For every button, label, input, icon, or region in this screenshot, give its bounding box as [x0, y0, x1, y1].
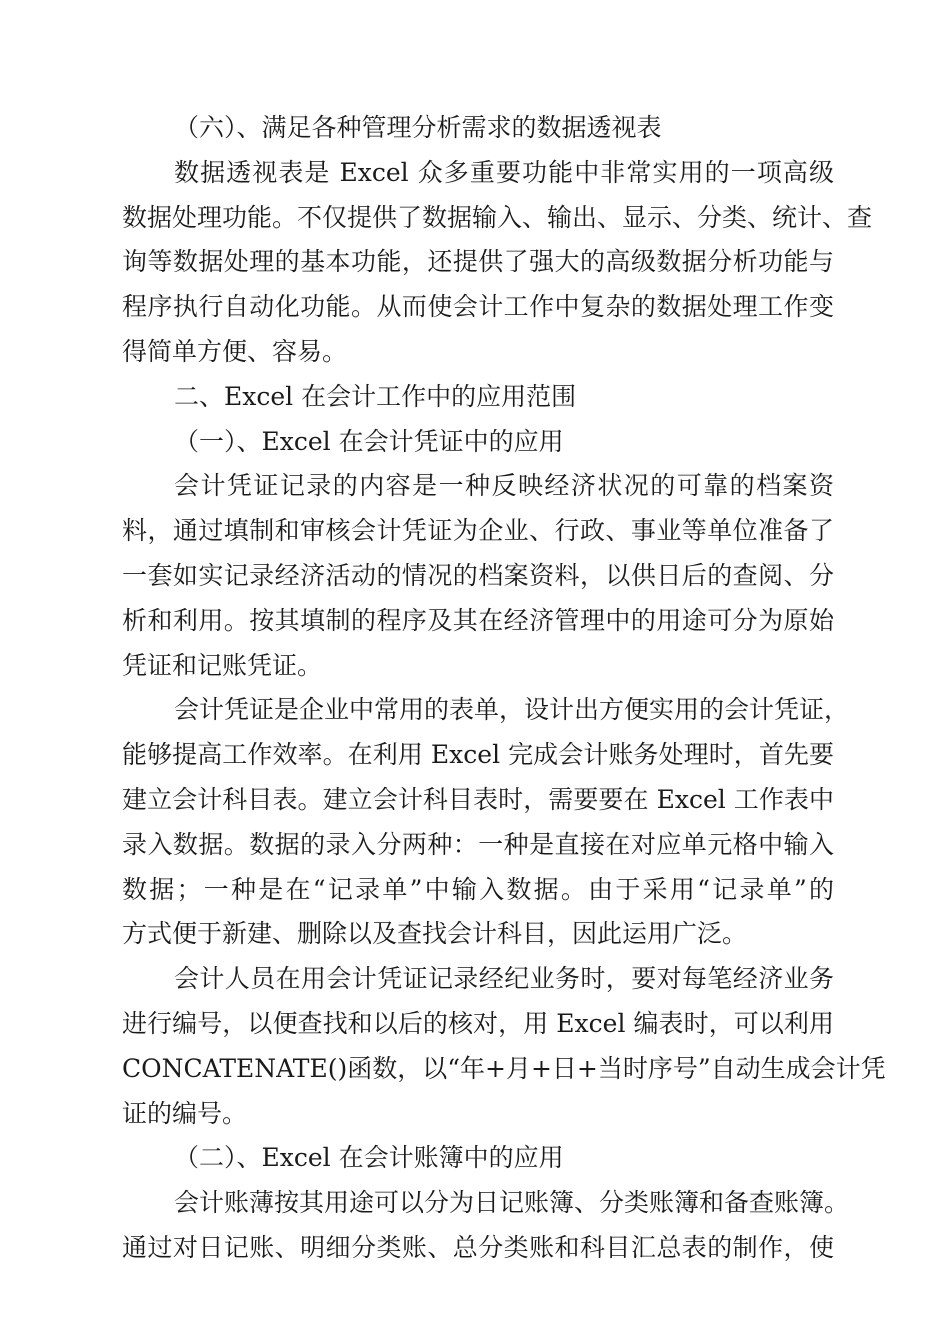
- section-heading-application-scope: 二、Excel 在会计工作中的应用范围: [174, 381, 577, 411]
- paragraph-line: 析和利用。按其填制的程序及其在经济管理中的用途可分为原始: [122, 605, 834, 635]
- paragraph-line: 建立会计科目表。建立会计科目表时，需要要在 Excel 工作表中: [122, 784, 834, 814]
- paragraph-line: 方式便于新建、删除以及查找会计科目，因此运用广泛。: [122, 919, 748, 949]
- paragraph-line: 数据透视表是 Excel 众多重要功能中非常实用的一项高级: [174, 157, 834, 187]
- paragraph-line: 通过对日记账、明细分类账、总分类账和科目汇总表的制作，使: [122, 1232, 834, 1262]
- section-heading-vouchers: （一）、Excel 在会计凭证中的应用: [174, 426, 564, 456]
- paragraph-line: 数据；一种是在“记录单”中输入数据。由于采用“记录单”的: [122, 874, 834, 904]
- document-body: [122, 106, 886, 1271]
- paragraph-line: 证的编号。: [122, 1098, 248, 1128]
- paragraph-line: 会计凭证记录的内容是一种反映经济状况的可靠的档案资: [174, 471, 834, 501]
- paragraph-line: 会计凭证是企业中常用的表单，设计出方便实用的会计凭证，: [174, 695, 850, 725]
- paragraph-line: 料，通过填制和审核会计凭证为企业、行政、事业等单位准备了: [122, 516, 834, 546]
- paragraph-line: 询等数据处理的基本功能，还提供了强大的高级数据分析功能与: [122, 247, 834, 277]
- paragraph-line: 数据处理功能。不仅提供了数据输入、输出、显示、分类、统计、查: [122, 202, 873, 232]
- paragraph-line: CONCATENATE()函数，以“年+月+日+当时序号”自动生成会计凭: [122, 1053, 886, 1083]
- paragraph-line: 程序执行自动化功能。从而使会计工作中复杂的数据处理工作变: [122, 292, 834, 322]
- section-heading-ledgers: （二）、Excel 在会计账簿中的应用: [174, 1143, 564, 1173]
- paragraph-line: 得简单方便、容易。: [122, 336, 348, 366]
- paragraph-line: 一套如实记录经济活动的情况的档案资料，以供日后的查阅、分: [122, 560, 834, 590]
- paragraph-line: 进行编号，以便查找和以后的核对，用 Excel 编表时，可以利用: [122, 1008, 834, 1038]
- section-heading-pivot-table: （六）、满足各种管理分析需求的数据透视表: [174, 113, 662, 142]
- paragraph-line: 会计人员在用会计凭证记录经纪业务时，要对每笔经济业务: [174, 964, 834, 994]
- paragraph-line: 能够提高工作效率。在利用 Excel 完成会计账务处理时，首先要: [122, 740, 834, 770]
- paragraph-line: 会计账薄按其用途可以分为日记账簿、分类账簿和备查账簿。: [174, 1188, 850, 1218]
- paragraph-line: 凭证和记账凭证。: [122, 650, 323, 680]
- paragraph-line: 录入数据。数据的录入分两种：一种是直接在对应单元格中输入: [122, 829, 834, 859]
